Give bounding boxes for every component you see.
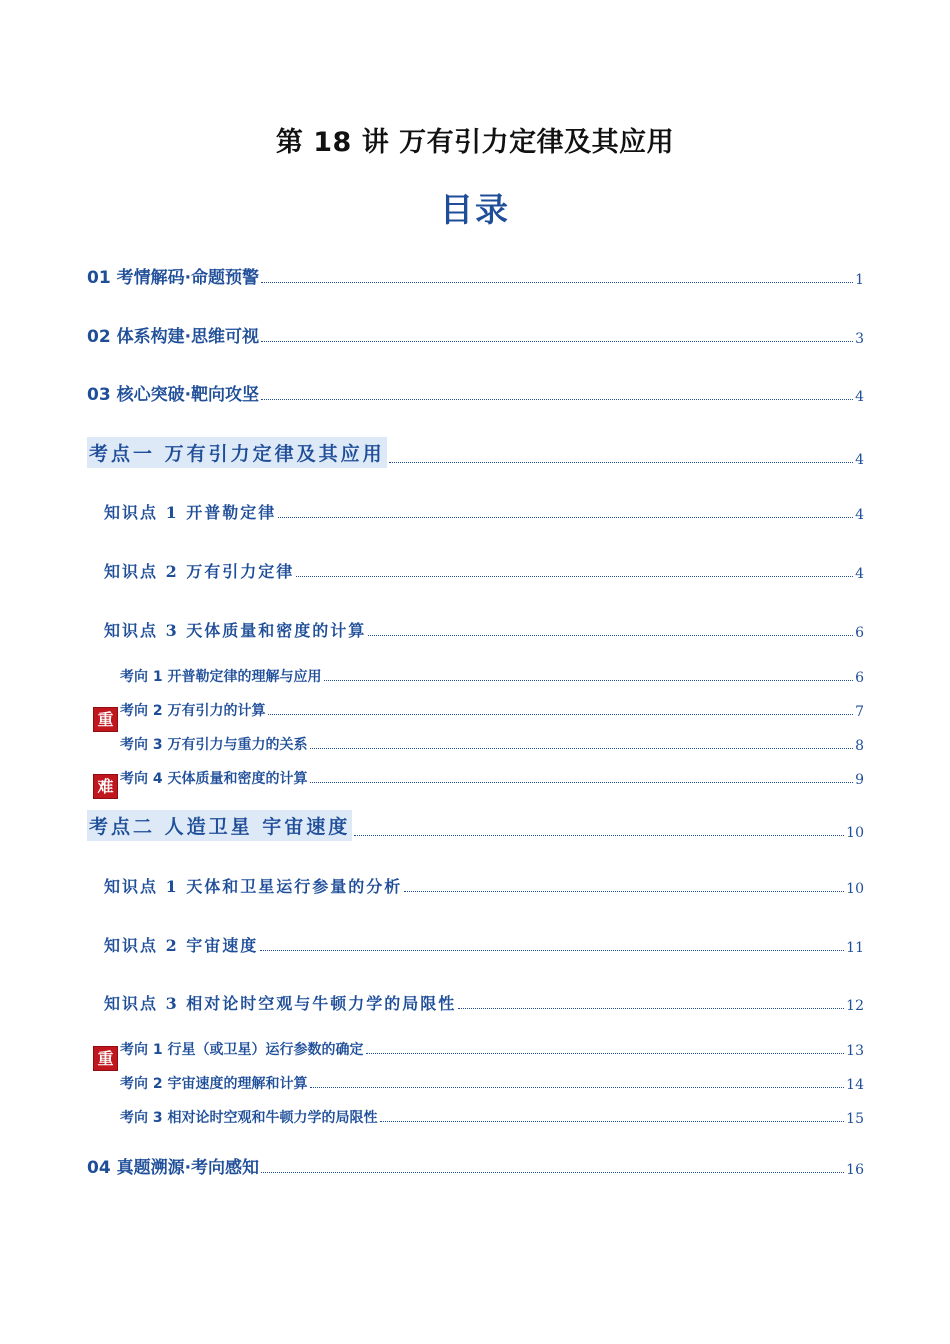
toc-leader-dots — [324, 680, 854, 681]
toc-entry[interactable] — [120, 1073, 864, 1093]
toc-leader-dots — [278, 517, 853, 518]
toc-leader-dots — [261, 399, 853, 400]
toc-entry-page: 16 — [846, 1162, 864, 1178]
toc-entry-page: 10 — [846, 881, 864, 897]
toc-entry-label: 知识点 3 天体质量和密度的计算 — [104, 621, 367, 640]
toc-leader-dots — [260, 950, 844, 951]
toc-entry[interactable] — [120, 1039, 864, 1059]
toc-leader-dots — [389, 462, 853, 463]
toc-entry-label: 考向 3 万有引力与重力的关系 — [120, 737, 308, 753]
toc-leader-dots — [310, 782, 854, 783]
toc-entry-page: 12 — [846, 998, 864, 1014]
toc-entry[interactable] — [120, 666, 864, 686]
toc-leader-dots — [310, 748, 854, 749]
toc-entry-label: 考向 1 行星（或卫星）运行参数的确定 — [120, 1042, 364, 1058]
toc-entry-label: 知识点 3 相对论时空观与牛顿力学的局限性 — [104, 994, 457, 1013]
toc-entry-page: 4 — [855, 566, 864, 582]
toc-leader-dots — [261, 341, 853, 342]
toc-entry-label: 02 体系构建·思维可视 — [87, 327, 260, 347]
toc-entry[interactable] — [104, 559, 864, 582]
toc-entry-page: 9 — [855, 772, 864, 788]
toc-entry-label: 知识点 1 开普勒定律 — [104, 503, 277, 522]
toc-entry-page: 6 — [855, 625, 864, 641]
toc-entry[interactable] — [120, 768, 864, 788]
toc-entry[interactable] — [104, 874, 864, 897]
toc-entry[interactable] — [120, 1107, 864, 1127]
toc-entry[interactable] — [104, 618, 864, 641]
toc-entry[interactable] — [104, 500, 864, 523]
toc-entry-page: 3 — [855, 331, 864, 347]
toc-leader-dots — [296, 576, 853, 577]
toc-entry-page: 4 — [855, 389, 864, 405]
toc-entry-section[interactable] — [87, 810, 864, 841]
toc-entry-label: 考点一 万有引力定律及其应用 — [87, 437, 387, 468]
toc-leader-dots — [261, 282, 853, 283]
toc-leader-dots — [310, 1087, 845, 1088]
toc-entry-label: 考向 3 相对论时空观和牛顿力学的局限性 — [120, 1110, 378, 1126]
toc-entry[interactable] — [104, 933, 864, 956]
toc-entry-label: 考向 2 万有引力的计算 — [120, 703, 266, 719]
toc-entry-page: 15 — [846, 1111, 864, 1127]
toc-entry-label: 知识点 2 万有引力定律 — [104, 562, 295, 581]
toc-heading: 目录 — [440, 190, 510, 229]
toc-entry-page: 8 — [855, 738, 864, 754]
toc-entry-page: 4 — [855, 507, 864, 523]
toc-leader-dots — [458, 1008, 844, 1009]
toc-entry-label: 03 核心突破·靶向攻坚 — [87, 385, 260, 405]
toc-leader-dots — [404, 891, 844, 892]
toc-leader-dots — [268, 714, 854, 715]
toc-entry-page: 14 — [846, 1077, 864, 1093]
toc-entry-label: 考向 1 开普勒定律的理解与应用 — [120, 669, 322, 685]
toc-entry-label: 01 考情解码·命题预警 — [87, 268, 260, 288]
toc-entry[interactable] — [87, 380, 864, 405]
toc-entry-section[interactable] — [87, 437, 864, 468]
toc-entry-label: 考向 4 天体质量和密度的计算 — [120, 771, 308, 787]
key-point-badge: 重 — [93, 707, 118, 732]
toc-entry[interactable] — [104, 991, 864, 1014]
toc-leader-dots — [380, 1121, 845, 1122]
toc-entry-label: 考点二 人造卫星 宇宙速度 — [87, 810, 352, 841]
toc-leader-dots — [354, 835, 844, 836]
toc-entry-label: 知识点 2 宇宙速度 — [104, 936, 259, 955]
toc-entry-page: 13 — [846, 1043, 864, 1059]
difficult-point-badge: 难 — [93, 774, 118, 799]
toc-entry-page: 4 — [855, 452, 864, 468]
toc-entry-page: 10 — [846, 825, 864, 841]
toc-leader-dots — [261, 1172, 844, 1173]
toc-entry[interactable] — [87, 1153, 864, 1178]
key-point-badge: 重 — [93, 1046, 118, 1071]
toc-entry[interactable] — [120, 734, 864, 754]
toc-entry[interactable] — [87, 322, 864, 347]
toc-entry-label: 考向 2 宇宙速度的理解和计算 — [120, 1076, 308, 1092]
toc-leader-dots — [368, 635, 853, 636]
toc-entry[interactable] — [120, 700, 864, 720]
toc-entry-page: 11 — [846, 940, 864, 956]
lecture-title: 第 18 讲 万有引力定律及其应用 — [275, 127, 675, 158]
toc-entry-page: 7 — [855, 704, 864, 720]
toc-entry-label: 知识点 1 天体和卫星运行参量的分析 — [104, 877, 403, 896]
toc-entry-page: 1 — [855, 272, 864, 288]
toc-leader-dots — [366, 1053, 845, 1054]
toc-entry-label: 04 真题溯源·考向感知 — [87, 1158, 260, 1178]
toc-entry[interactable] — [87, 263, 864, 288]
toc-entry-page: 6 — [855, 670, 864, 686]
